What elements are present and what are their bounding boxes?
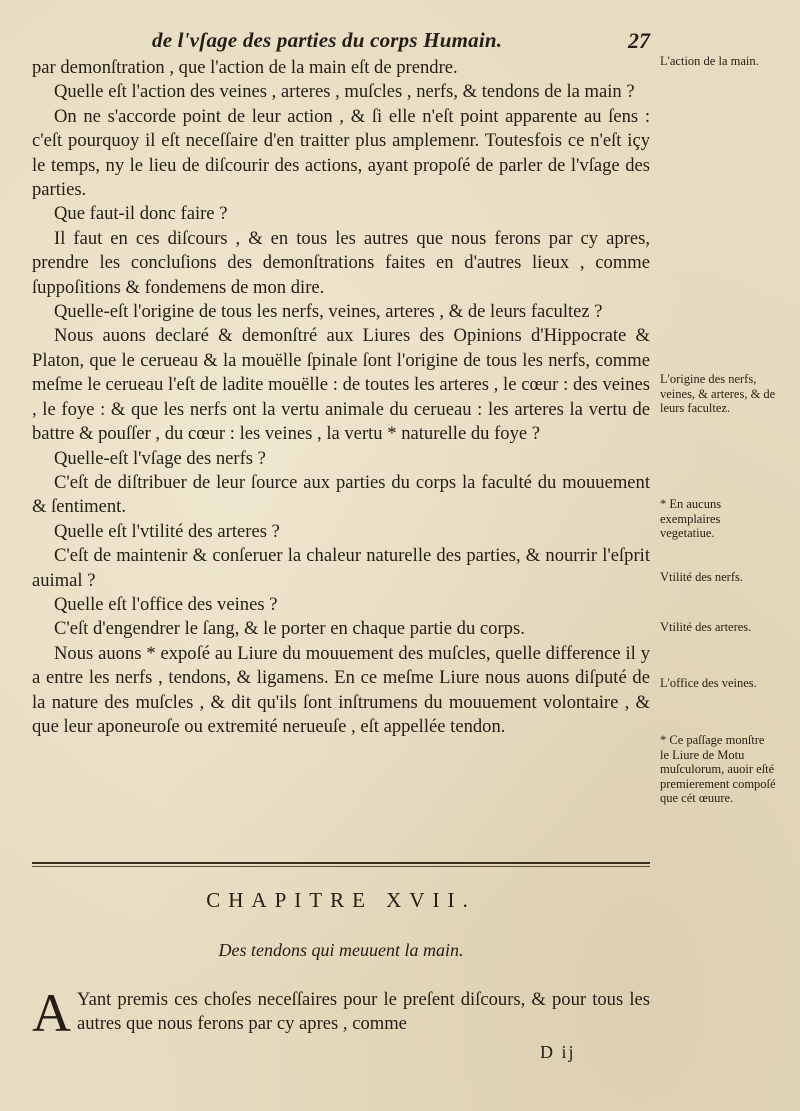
chapter-opening	[32, 983, 650, 1043]
question: Quelle eſt l'action des veines , arteres , muſcles , nerfs, & tendons de la main ?	[54, 81, 635, 103]
page-header	[140, 28, 650, 56]
drop-cap: A	[32, 983, 71, 1043]
answer: C'eſt d'engendrer le ſang, & le porter en chaque partie du corps.	[54, 618, 525, 640]
question: Quelle eſt l'vtilité des arteres ?	[54, 520, 280, 542]
divider-rule	[32, 866, 650, 867]
margin-note: L'origine des nerfs, veines, & arteres, & de leurs facultez.	[660, 372, 776, 415]
question: Que faut-il donc faire ?	[54, 203, 228, 225]
question: Quelle-eſt l'origine de tous les nerfs, veines, arteres , & de leurs facultez ?	[54, 301, 603, 323]
question: Quelle eſt l'office des veines ?	[54, 593, 278, 615]
chapter-heading: CHAPITRE XVII.	[206, 888, 476, 912]
running-title: de l'vſage des parties du corps Humain.	[152, 28, 503, 52]
margin-note: * Ce paſſage monſtre le Liure de Motu muſculorum, auoir eſté premierement compoſé que cét œuure.	[660, 733, 776, 805]
paragraph: par demonſtration , que l'action de la main eſt de prendre.	[32, 57, 458, 78]
margin-note: * En aucuns exemplaires vegetatiue.	[660, 497, 722, 540]
margin-note: Vtilité des arteres.	[660, 620, 752, 634]
question: Quelle-eſt l'vſage des nerfs ?	[54, 447, 266, 469]
chapter-subtitle: Des tendons qui meuuent la main.	[218, 940, 464, 960]
answer: On ne s'accorde point de leur action , & ſi elle n'eſt point apparente au ſens : c'eſt pourquoy il eſt neceſſaire d'en traitter plus amplemenr. Toutesfois ce n'eſt içy le temps, ny le lieu de diſcourir des actions, ayant propoſé de parler de l'vſage des parties.	[32, 105, 650, 201]
answer: Il faut en ces diſcours , & en tous les autres que nous ferons par cy apres, prendre les concluſions des demonſtrations faites en d'autres lieux , comme ſuppoſitions & fondemens de mon dire.	[32, 227, 650, 298]
answer: Nous auons * expoſé au Liure du mouuement des muſcles, quelle difference il y a entre les nerfs , tendons, & ligamens. En ce meſme Liure nous auons diſputé de la nature des muſcles , & dit qu'ils ſont inſtrumens du mouuement volontaire , & que leur aponeuroſe ou extremité nerueuſe , eſt appellée tendon.	[32, 642, 650, 737]
margin-note: L'office des veines.	[660, 676, 757, 690]
page-number: 27	[628, 28, 650, 53]
margin-note: Vtilité des nerfs.	[660, 570, 743, 584]
answer: Nous auons declaré & demonſtré aux Liures des Opinions d'Hippocrate & Platon, que le cerueau & la mouëlle ſpinale ſont l'origine de tous les nerfs, comme meſme le cerueau l'eſt de ladite mouëlle : de toutes les arteres , le cœur : des veines , le foye : & que les nerfs ont la vertu animale du cerueau : les arteres la vertu de battre & pouſſer , du cœur : les veines , la vertu * naturelle du foye ?	[32, 325, 650, 445]
margin-note: L'action de la main.	[660, 54, 759, 68]
main-text	[32, 56, 650, 739]
answer: C'eſt de maintenir & conſeruer la chaleur naturelle des parties, & nourrir l'eſprit auimal ?	[32, 545, 650, 591]
answer: C'eſt de diſtribuer de leur ſource aux parties du corps la faculté du mouuement & ſentiment.	[32, 471, 650, 518]
signature-mark: D ij	[540, 1042, 576, 1062]
opening-text: Yant premis ces choſes neceſſaires pour le preſent diſcours, & pour tous les autres que nous ferons par cy apres , comme	[77, 989, 650, 1034]
divider-rule	[32, 862, 650, 864]
